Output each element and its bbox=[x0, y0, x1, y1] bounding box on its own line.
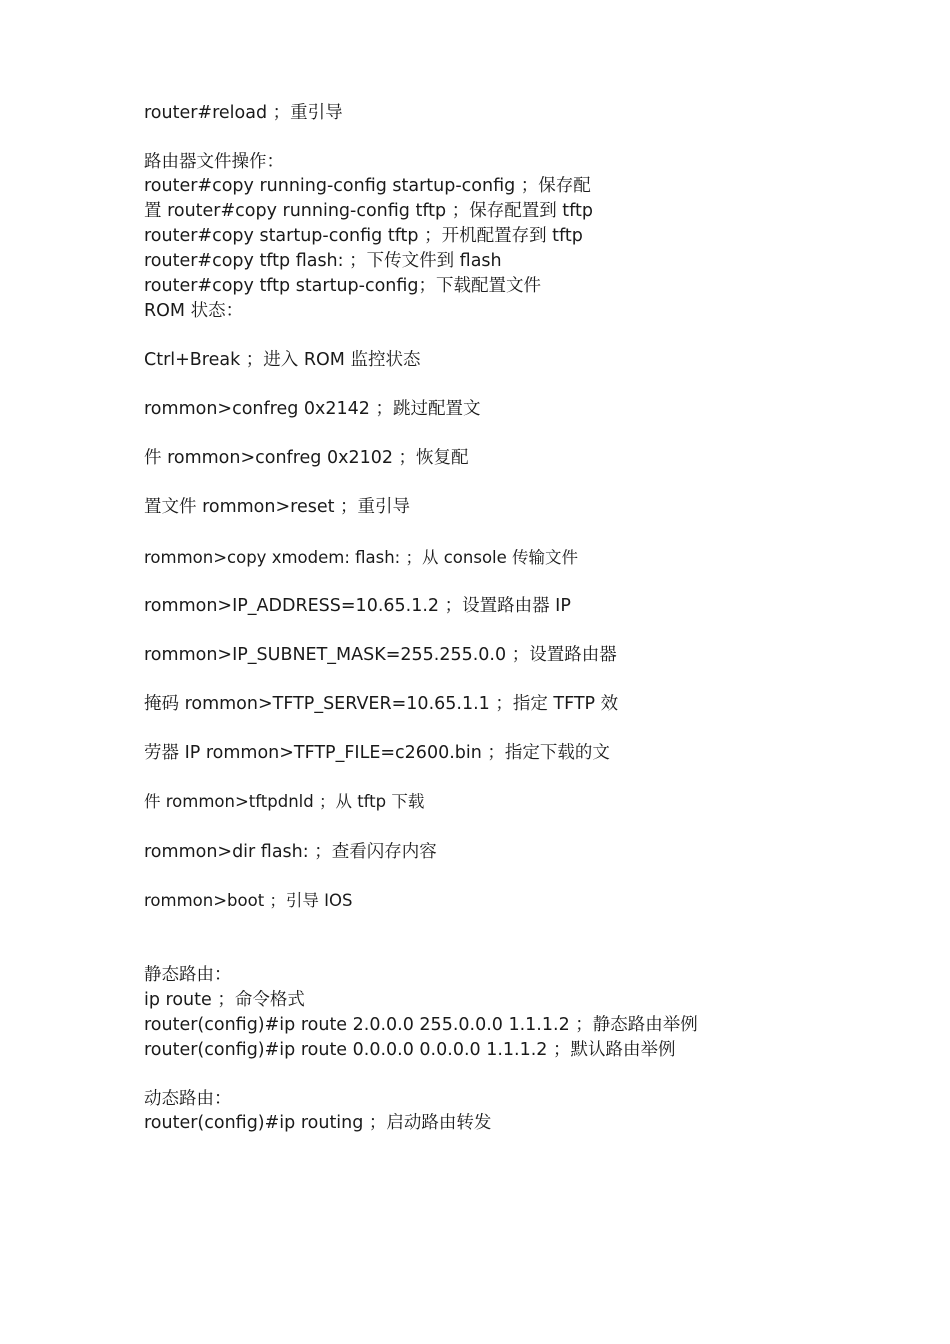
text-line: rommon>confreg 0x2142 ；跳过配置文 bbox=[144, 399, 481, 419]
text-line: Ctrl+Break ；进入 ROM 监控状态 bbox=[144, 350, 421, 370]
section-heading: 静态路由： bbox=[144, 965, 232, 985]
text-line: router(config)#ip route 2.0.0.0 255.0.0.0 1.1.1.2 ；静态路由举例 bbox=[144, 1015, 698, 1035]
text-line: rommon>IP_SUBNET_MASK=255.255.0.0 ；设置路由器 bbox=[144, 645, 617, 665]
text-line: rommon>IP_ADDRESS=10.65.1.2 ；设置路由器 IP bbox=[144, 596, 571, 616]
text-line: 件 rommon>tftpdnld ；从 tftp 下载 bbox=[144, 792, 425, 811]
text-line: router(config)#ip routing ；启动路由转发 bbox=[144, 1113, 492, 1133]
text-line: router#copy tftp flash: ；下传文件到 flash bbox=[144, 251, 502, 271]
text-line: 掩码 rommon>TFTP_SERVER=10.65.1.1 ；指定 TFTP 效 bbox=[144, 694, 619, 714]
text-line: 置文件 rommon>reset ；重引导 bbox=[144, 497, 411, 517]
text-line: 件 rommon>confreg 0x2102 ；恢复配 bbox=[144, 448, 469, 468]
text-line: router#copy startup-config tftp ；开机配置存到 tftp bbox=[144, 226, 583, 246]
text-line: 劳器 IP rommon>TFTP_FILE=c2600.bin ；指定下载的文 bbox=[144, 743, 610, 763]
text-line: router#copy tftp startup-config；下载配置文件 bbox=[144, 276, 542, 296]
section-heading: ROM 状态： bbox=[144, 301, 244, 321]
text-line: rommon>boot ；引导 IOS bbox=[144, 891, 353, 910]
text-line: router#copy running-config startup-config ；保存配 bbox=[144, 176, 591, 196]
text-line: rommon>dir flash: ；查看闪存内容 bbox=[144, 842, 437, 862]
section-heading: 动态路由： bbox=[144, 1089, 232, 1109]
text-line: ip route ；命令格式 bbox=[144, 990, 305, 1010]
section-heading: 路由器文件操作： bbox=[144, 152, 284, 172]
text-line: router#reload ；重引导 bbox=[144, 103, 343, 123]
text-line: rommon>copy xmodem: flash: ；从 console 传输文件 bbox=[144, 548, 579, 567]
text-line: router(config)#ip route 0.0.0.0 0.0.0.0 1.1.1.2 ；默认路由举例 bbox=[144, 1040, 676, 1060]
text-line: 置 router#copy running-config tftp ；保存配置到 tftp bbox=[144, 201, 593, 221]
